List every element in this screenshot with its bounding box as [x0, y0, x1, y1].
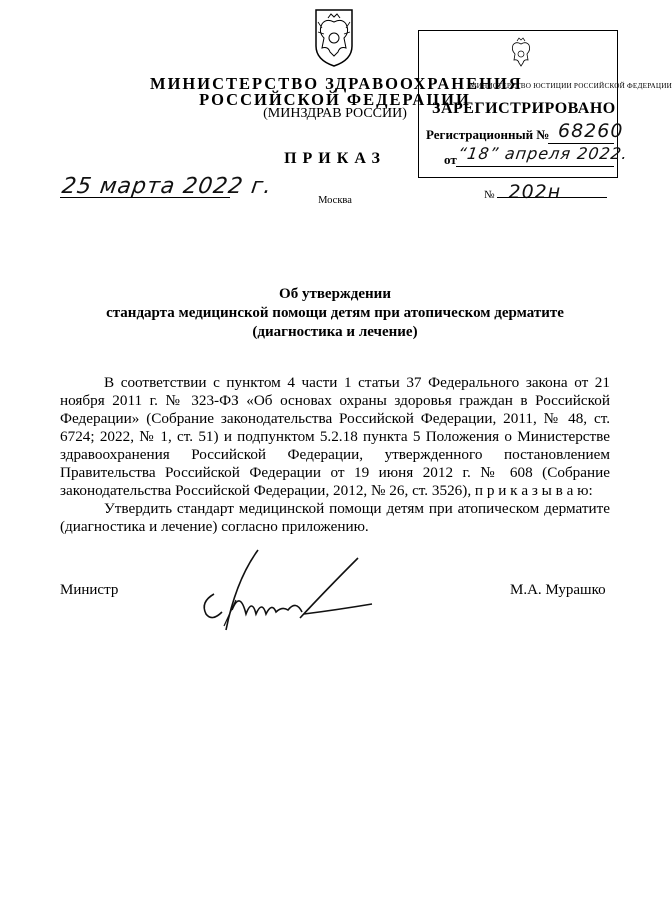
signatory-name: М.А. Мурашко: [510, 582, 606, 598]
order-number-label: №: [484, 189, 495, 201]
stamp-registered: ЗАРЕГИСТРИРОВАНО: [432, 100, 616, 117]
order-number: [484, 181, 561, 203]
document-title: [60, 285, 610, 342]
ministry-short-name: (МИНЗДРАВ РОССИИ): [263, 106, 407, 121]
order-number-value: 202н: [508, 181, 562, 203]
stamp-date-label: от: [444, 152, 457, 167]
document-type: ПРИКАЗ: [284, 150, 386, 167]
order-number-underline: [497, 197, 607, 198]
body-paragraph-1: В соответствии с пунктом 4 части 1 статьи 37 Федерального закона от 21 ноября 2011 г. № 323-ФЗ «Об основах охраны здоровья граждан в Российской Федерации» (Собрание законодательства Российской Федерации, 2011, № 48, ст. 6724; 2022, № 1, ст. 51) и подпунктом 5.2.18 пункта 5 Положения о Министерстве здравоохранения Российской Федерации, утвержденного постановлением Правительства Российской Федерации от 19 июня 2012 г. № 608 (Собрание законодательства Российской Федерации, 2012, № 26, ст. 3526), п р и к а з ы в а ю:: [60, 374, 610, 499]
stamp-ministry-text: МИНИСТЕРСТВО ЮСТИЦИИ РОССИЙСКОЙ ФЕДЕРАЦИИ: [470, 82, 672, 90]
order-city: Москва: [318, 195, 352, 206]
order-date: 25 марта 2022 г.: [60, 174, 274, 199]
coat-of-arms-icon: [308, 8, 360, 68]
stamp-reg-number-label: Регистрационный №: [426, 127, 550, 142]
handwritten-signature-icon: [196, 540, 376, 640]
stamp-emblem-icon: [506, 36, 536, 70]
stamp-date-value: “18” апреля 2022.: [456, 144, 630, 163]
title-line2: стандарта медицинской помощи детям при атопическом дерматите: [106, 305, 564, 321]
body-paragraph-2: Утвердить стандарт медицинской помощи детям при атопическом дерматите (диагностика и лечение) согласно приложению.: [60, 500, 610, 535]
signatory-position: Министр: [60, 582, 119, 598]
document-body: [60, 374, 610, 536]
stamp-reg-number-value: 68260: [558, 120, 624, 142]
title-line3: (диагностика и лечение): [252, 324, 418, 340]
title-line1: Об утверждении: [279, 286, 391, 302]
ministry-name-line1: МИНИСТЕРСТВО ЗДРАВООХРАНЕНИЯ: [150, 74, 523, 93]
ministry-name-line2: РОССИЙСКОЙ ФЕДЕРАЦИИ: [199, 90, 471, 109]
